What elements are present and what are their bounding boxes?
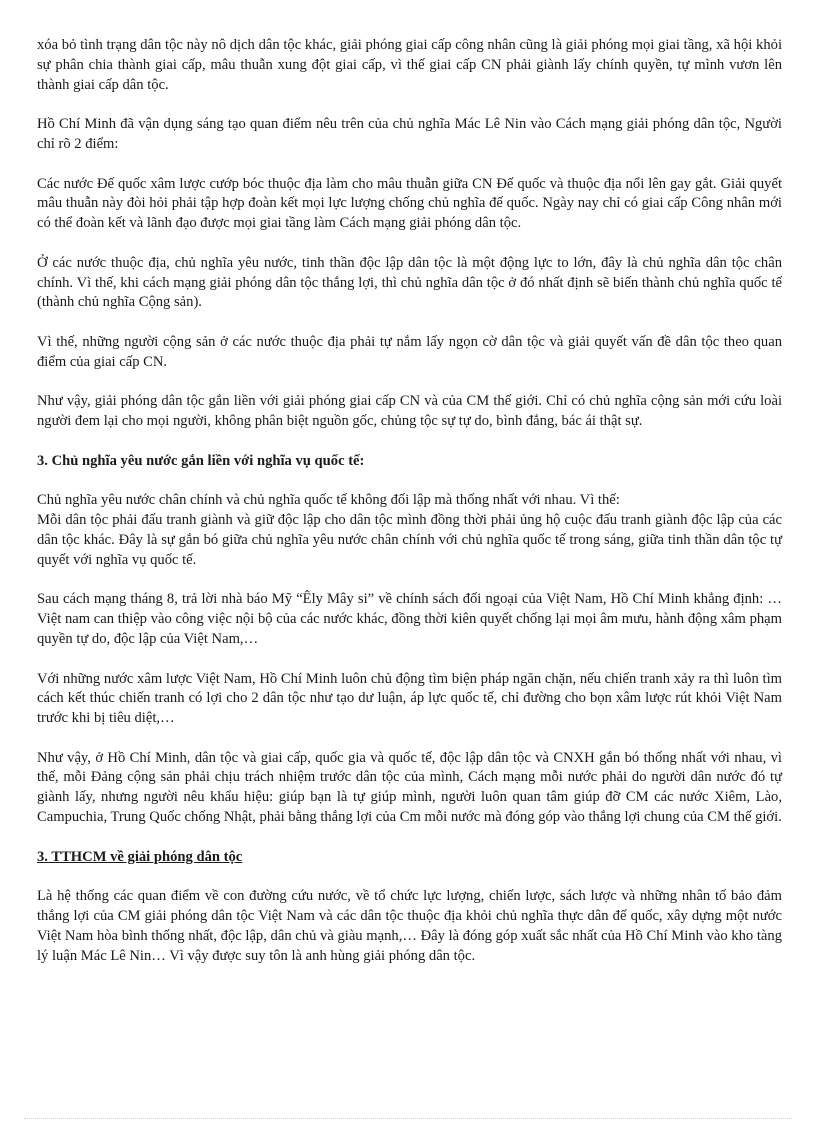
paragraph-10: Như vậy, ở Hồ Chí Minh, dân tộc và giai cấp, quốc gia và quốc tế, độc lập dân tộc và CNXH gắn bó thống nhất với nhau, vì thế, mỗi Đảng cộng sản phải chịu trách nhiệm trước dân tộc của mình, Cách mạng mỗi nước phải do người dân nước đó tự giành lấy, nhưng người nêu khẩu hiệu: giúp bạn là tự giúp mình, người luôn quan tâm giúp đỡ CM các nước Xiêm, Lào, Campuchia, Trung Quốc chống Nhật, phải bằng thắng lợi của Cm mỗi nước mà đóng góp vào thắng lợi chung của CM thế giới.: [37, 749, 782, 826]
paragraph-6: Như vậy, giải phóng dân tộc gắn liền với giải phóng giai cấp CN và của CM thế giới. Chỉ có chủ nghĩa cộng sản mới cứu loài người đem lại cho mọi người, không phân biệt nguồn gốc, chủng tộc sự tự do, bình đẳng, bác ái thật sự.: [37, 393, 782, 430]
paragraph-8: Sau cách mạng tháng 8, trả lời nhà báo Mỹ “Êly Mây si” về chính sách đối ngoại của Việt Nam, Hồ Chí Minh khẳng định: …Việt nam can thiệp vào công việc nội bộ của các nước khác, đồng thời kiên quyết chống lại mọi âm mưu, hành động xâm phạm quyền tự do, độc lập của Việt Nam,…: [37, 591, 782, 647]
paragraph-7-body: Mỗi dân tộc phải đấu tranh giành và giữ độc lập cho dân tộc mình đồng thời phải ủng hộ cuộc đấu tranh giành độc lập của các dân tộc khác. Đây là sự gắn bó giữa chủ nghĩa yêu nước chân chính với chủ nghĩa quốc tế trong sáng, giữa tinh thần dân tộc tự quyết với nghĩa vụ quốc tế.: [37, 512, 782, 568]
section-heading-patriotism: 3. Chủ nghĩa yêu nước gắn liền với nghĩa vụ quốc tế:: [37, 452, 365, 469]
paragraph-3: Các nước Đế quốc xâm lược cướp bóc thuộc địa làm cho mâu thuẫn giữa CN Đế quốc và thuộc địa nổi lên gay gắt. Giải quyết mâu thuẫn này đòi hỏi phải tập hợp đoàn kết mọi lực lượng chống chủ nghĩa đế quốc. Ngày nay chỉ có giai cấp Công nhân mới có thể đoàn kết và lãnh đạo được mọi giai tầng làm Cách mạng giải phóng dân tộc.: [37, 175, 782, 232]
paragraph-2: Hồ Chí Minh đã vận dụng sáng tạo quan điểm nêu trên của chủ nghĩa Mác Lê Nin vào Cách mạng giải phóng dân tộc, Người chỉ rõ 2 điểm:: [37, 116, 782, 152]
paragraph-1: xóa bỏ tình trạng dân tộc này nô dịch dân tộc khác, giải phóng giai cấp công nhân cũng là giải phóng mọi giai tầng, xã hội khỏi sự phân chia thành giai cấp, mâu thuẫn xung đột giai cấp, vì thế giai cấp CN phải giành lấy chính quyền, tự mình vươn lên thành giai cấp dân tộc.: [37, 37, 782, 93]
paragraph-9: Với những nước xâm lược Việt Nam, Hồ Chí Minh luôn chủ động tìm biện pháp ngăn chặn, nếu chiến tranh xảy ra thì luôn tìm cách kết thúc chiến tranh có lợi cho 2 dân tộc như tạo dư luận, áp lực quốc tế, chỉ đường cho bọn xâm lược rút khỏi Việt Nam trước khi bị tiêu diệt,…: [37, 670, 782, 727]
page-bottom-divider: [24, 1118, 792, 1119]
document-page: [37, 36, 782, 986]
paragraph-7-intro: Chủ nghĩa yêu nước chân chính và chủ nghĩa quốc tế không đối lập mà thống nhất với nhau. Vì thế:: [37, 492, 620, 509]
section-heading-liberation: 3. TTHCM về giải phóng dân tộc: [37, 848, 243, 865]
paragraph-7: [37, 491, 782, 570]
paragraph-4: Ở các nước thuộc địa, chủ nghĩa yêu nước, tinh thần độc lập dân tộc là một động lực to lớn, đây là chủ nghĩa dân tộc chân chính. Vì thế, khi cách mạng giải phóng dân tộc thắng lợi, thì chủ nghĩa dân tộc ở đó nhất định sẽ biến thành chủ nghĩa quốc tế (thành chủ nghĩa Cộng sản).: [37, 254, 782, 311]
paragraph-5: Vì thế, những người cộng sản ở các nước thuộc địa phải tự nắm lấy ngọn cờ dân tộc và giải quyết vấn đề dân tộc theo quan điểm của giai cấp CN.: [37, 333, 782, 370]
paragraph-11: Là hệ thống các quan điểm về con đường cứu nước, về tổ chức lực lượng, chiến lược, sách lược và những nhân tố bảo đảm thắng lợi của CM giải phóng dân tộc Việt Nam và các dân tộc thuộc địa khỏi chủ nghĩa thực dân đế quốc, xây dựng một nước Việt Nam hòa bình thống nhất, độc lập, dân chủ và giàu mạnh,… Đây là đóng góp xuất sắc nhất của Hồ Chí Minh vào kho tàng lý luận Mác Lê Nin… Vì vậy được suy tôn là anh hùng giải phóng dân tộc.: [37, 888, 782, 964]
